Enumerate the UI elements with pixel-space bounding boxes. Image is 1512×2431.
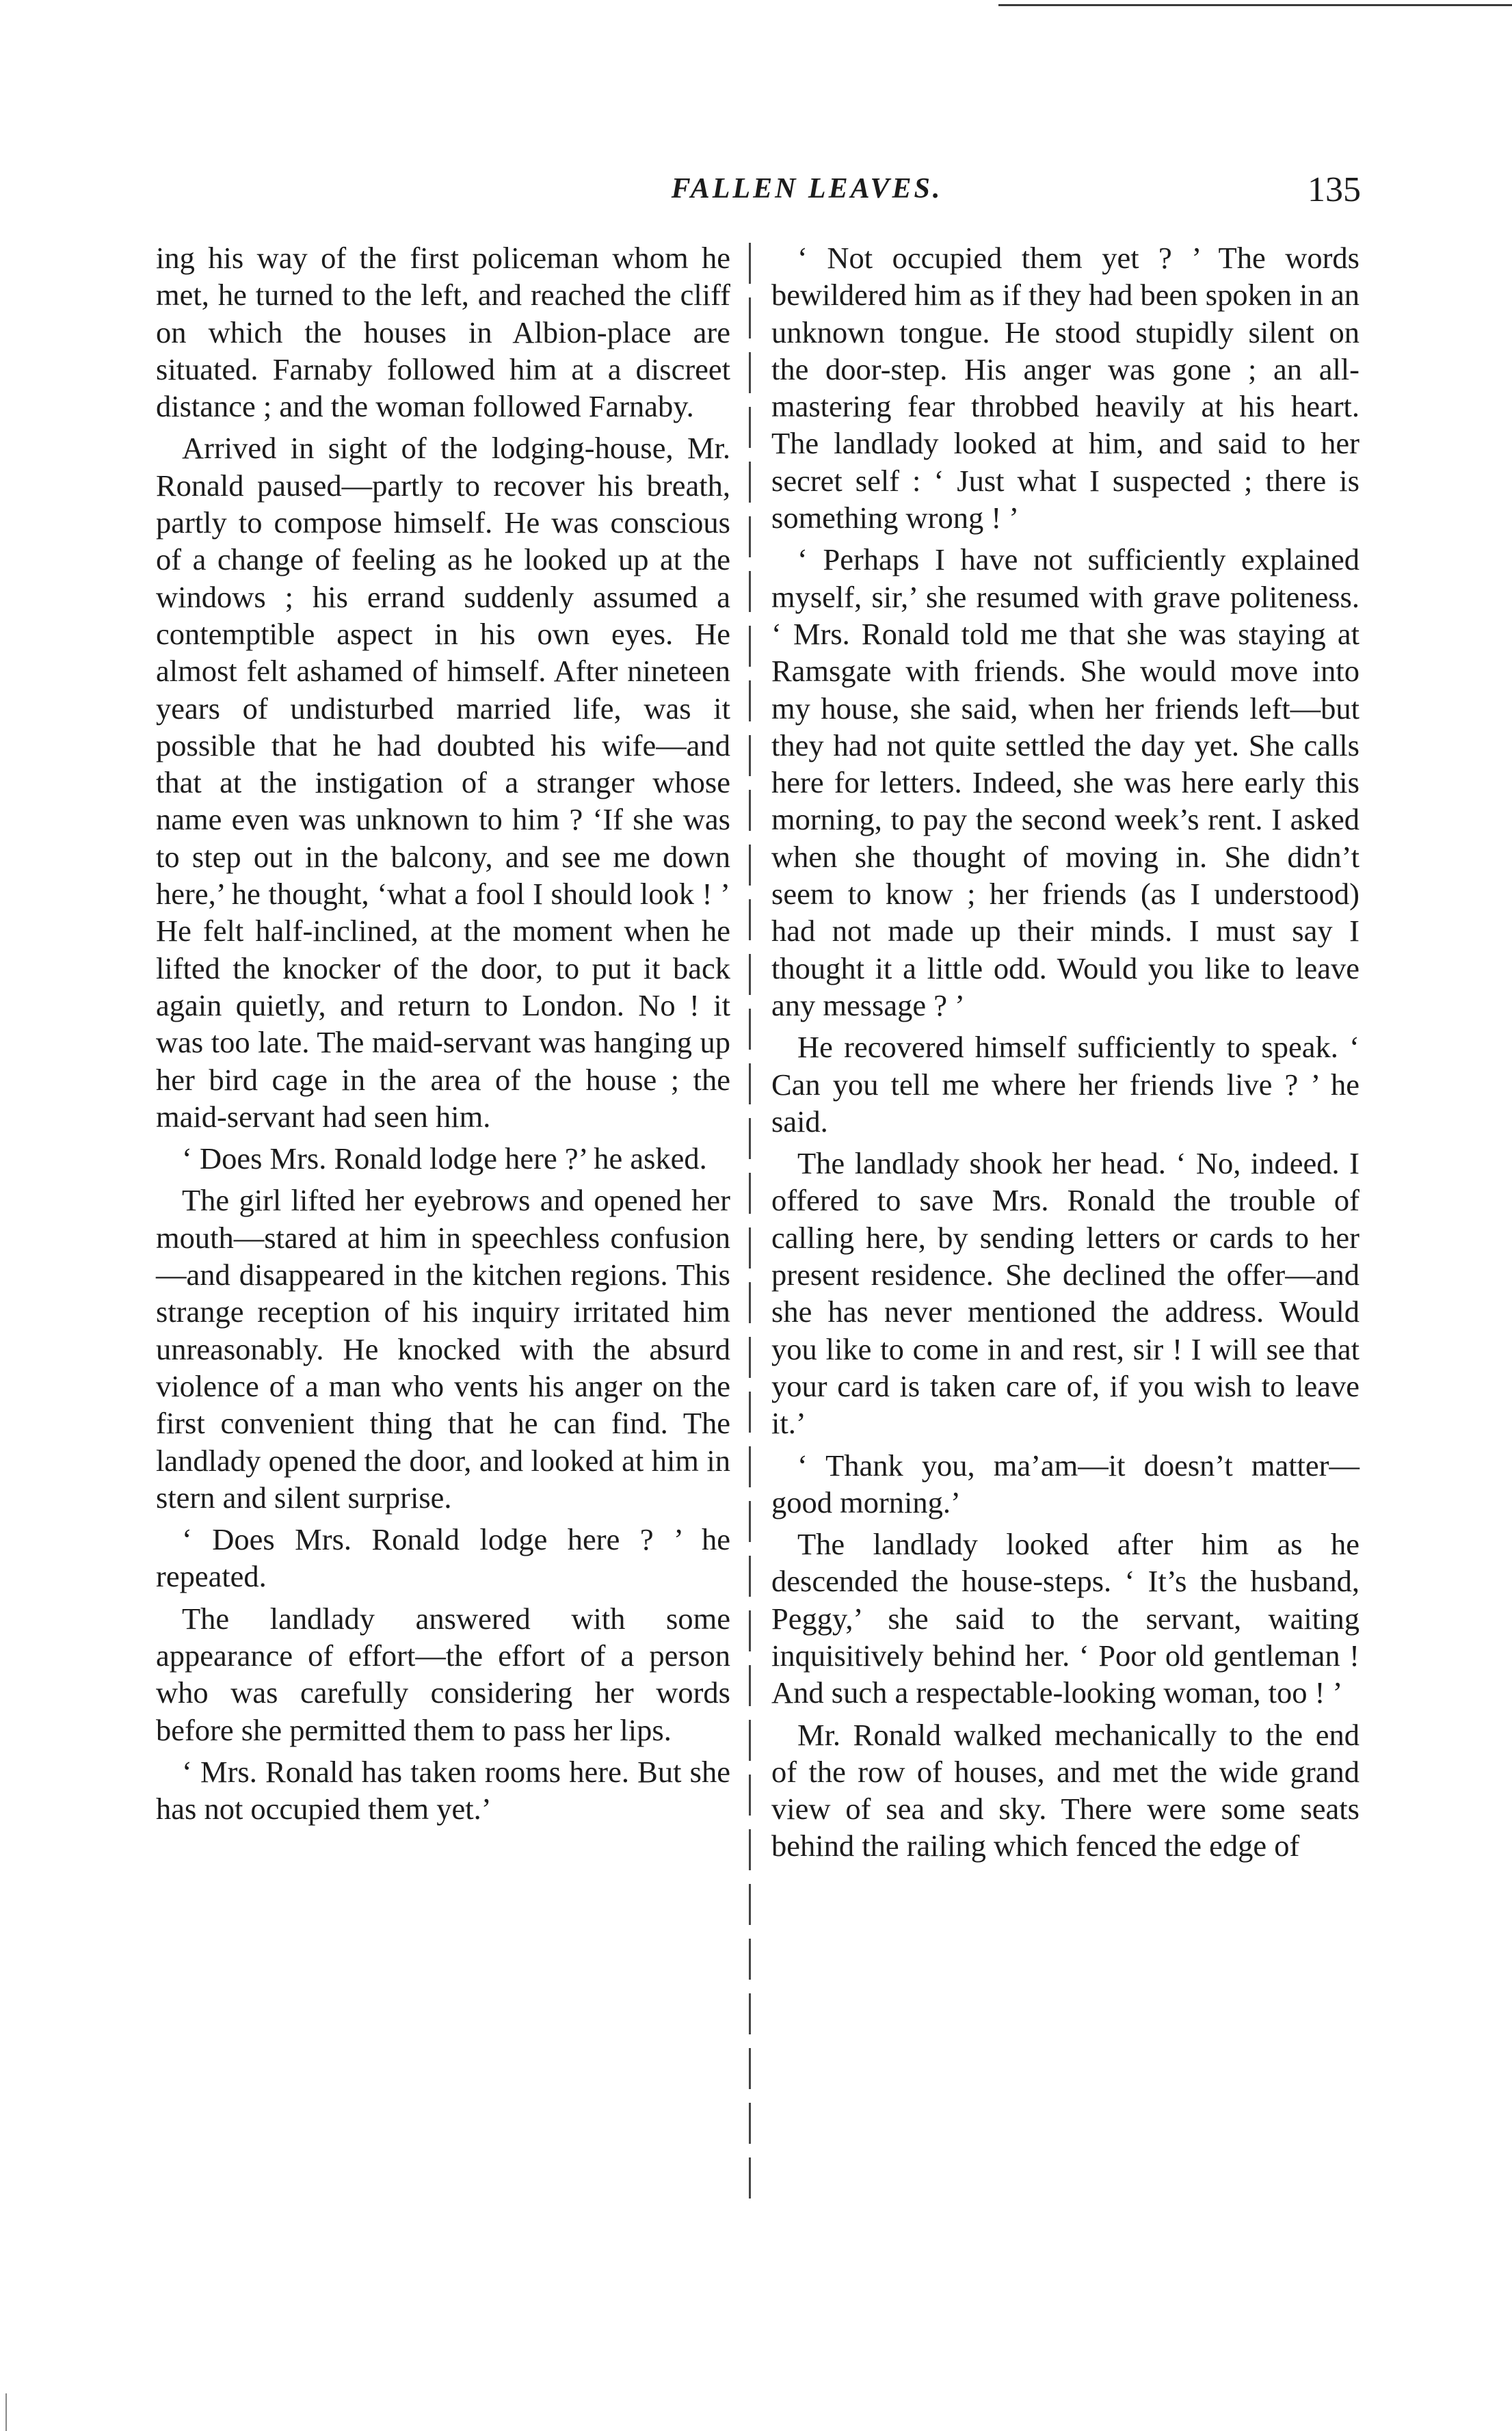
- page-number: 135: [1308, 170, 1361, 209]
- running-title: FALLEN LEAVES.: [671, 173, 943, 204]
- running-header: [157, 172, 1361, 227]
- paragraph: The landlady answered with some appearance of effort—the effort of a person who was carefully considering her words before she permitted them to pass her lips.: [156, 1601, 730, 1747]
- paragraph: ‘ Perhaps I have not sufficiently explained myself, sir,’ she resumed with grave politeness. ‘ Mrs. Ronald told me that she was staying at Ramsgate with friends. She would move into my house, she said, when her friends left—but they had not quite settled the day yet. She calls here for letters. Indeed, she was here early this morning, to pay the second week’s rent. I asked when she thought of moving in. She didn’t seem to know ; her friends (as I understood) had not made up their minds. I must say I thought it a little odd. Would you like to leave any message ? ’: [771, 542, 1360, 1022]
- paragraph: ‘ Does Mrs. Ronald lodge here ?’ he asked.: [182, 1141, 707, 1176]
- left-column: [156, 239, 730, 1832]
- paragraph: ‘ Not occupied them yet ? ’ The words bewildered him as if they had been spoken in an unknown tongue. He stood stupidly silent on the door-step. His anger was gone ; an all-mastering fear throbbed heavily at his heart. The landlady looked at him, and said to her secret self : ‘ Just what I suspected ; there is something wrong ! ’: [771, 241, 1360, 535]
- paragraph: The girl lifted her eyebrows and opened her mouth—stared at him in speechless confusion—and disappeared in the kitchen regions. This strange reception of his inquiry irritated him unreasonably. He knocked with the absurd violence of a man who vents his anger on the first convenient thing that he can find. The landlady opened the door, and looked at him in stern and silent surprise.: [156, 1183, 730, 1515]
- paragraph: Mr. Ronald walked mechanically to the end of the row of houses, and met the wide grand view of sea and sky. There were some seats behind the railing which fenced the edge of: [771, 1717, 1360, 1863]
- top-rule: [998, 4, 1512, 6]
- right-column: [771, 239, 1360, 1870]
- column-divider: [749, 243, 751, 2205]
- paragraph: ‘ Does Mrs. Ronald lodge here ? ’ he repeated.: [156, 1522, 730, 1594]
- paragraph: The landlady shook her head. ‘ No, indeed. I offered to save Mrs. Ronald the trouble of calling here, by sending letters or cards to her present residence. She declined the offer—and she has never mentioned the address. Would you like to come in and rest, sir ! I will see that your card is taken care of, if you wish to leave it.’: [771, 1146, 1360, 1441]
- paragraph: ‘ Thank you, ma’am—it doesn’t matter—good morning.’: [771, 1448, 1360, 1519]
- paragraph: ‘ Mrs. Ronald has taken rooms here. But she has not occupied them yet.’: [156, 1754, 730, 1826]
- paragraph: ing his way of the first policeman whom he met, he turned to the left, and reached the cliff on which the houses in Albion-place are situated. Farnaby followed him at a discreet distance ; and the woman followed Farnaby.: [156, 241, 730, 424]
- paragraph: He recovered himself sufficiently to speak. ‘ Can you tell me where her friends live ? ’ he said.: [771, 1030, 1360, 1139]
- paragraph: The landlady looked after him as he descended the house-steps. ‘ It’s the husband, Peggy,’ she said to the servant, waiting inquisitively behind her. ‘ Poor old gentleman ! And such a respectable-looking woman, too ! ’: [771, 1527, 1360, 1710]
- paragraph: Arrived in sight of the lodging-house, Mr. Ronald paused—partly to recover his breath, partly to compose himself. He was conscious of a change of feeling as he looked up at the windows ; his errand suddenly assumed a contemptible aspect in his own eyes. He almost felt ashamed of himself. After nineteen years of undisturbed married life, was it possible that he had doubted his wife—and that at the instigation of a stranger whose name even was unknown to him ? ‘If she was to step out in the balcony, and see me down here,’ he thought, ‘what a fool I should look ! ’ He felt half-inclined, at the moment when he lifted the knocker of the door, to put it back again quietly, and return to London. No ! it was too late. The maid-servant was hanging up her bird cage in the area of the house ; the maid-servant had seen him.: [156, 431, 730, 1134]
- scan-edge-mark: [5, 2393, 7, 2431]
